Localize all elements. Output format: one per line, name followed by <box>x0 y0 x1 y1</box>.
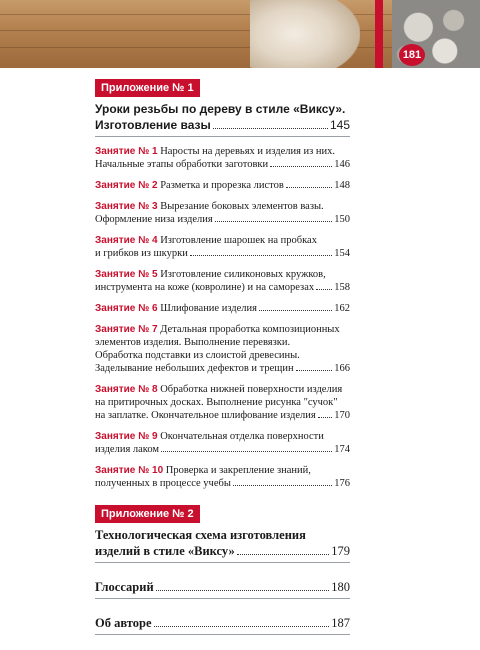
appendix1-page: 145 <box>329 118 350 132</box>
toc-entry-lesson-5[interactable]: Занятие № 5 Изготовление силиконовых кружков, инструмента на коже (ковролине) и на саморезах 158 <box>95 269 350 293</box>
header-banner <box>0 0 480 68</box>
toc-entry-lesson-2[interactable]: Занятие № 2 Разметка и прорезка листов 148 <box>95 180 350 191</box>
toc-entry-lesson-3[interactable]: Занятие № 3 Вырезание боковых элементов вазы. Оформление низа изделия 150 <box>95 201 350 225</box>
page-number: 181 <box>399 44 425 66</box>
toc-entry-lesson-8[interactable]: Занятие № 8 Обработка нижней поверхности изделия на притирочных досках. Выполнение рисунка "сучок" на заплатке. Окончательное шлифование изделия 170 <box>95 384 350 421</box>
toc-entry-lesson-9[interactable]: Занятие № 9 Окончательная отделка поверхности изделия лаком 174 <box>95 431 350 455</box>
appendix2-tag: Приложение № 2 <box>95 505 200 523</box>
divider <box>95 634 350 635</box>
divider <box>95 562 350 563</box>
shell-decoration <box>250 0 360 68</box>
appendix2-title[interactable]: Технологическая схема изготовления изделий в стиле «Виксу» 179 <box>95 528 350 558</box>
toc-entry-lesson-1[interactable]: Занятие № 1 Наросты на деревьях и изделия из них. Начальные этапы обработки заготовки 146 <box>95 146 350 170</box>
red-bookmark <box>375 0 383 68</box>
divider <box>95 136 350 137</box>
toc-entry-glossary[interactable]: Глоссарий 180 <box>95 580 350 594</box>
table-of-contents <box>95 78 350 635</box>
appendix1-tag: Приложение № 1 <box>95 79 200 97</box>
toc-entry-lesson-7[interactable]: Занятие № 7 Детальная проработка композиционных элементов изделия. Выполнение перевязки. Обработка подставки из слоистой древесины. Заделывание небольших дефектов и трещин 166 <box>95 324 350 374</box>
toc-entry-lesson-10[interactable]: Занятие № 10 Проверка и закрепление знаний, полученных в процессе учебы 176 <box>95 465 350 489</box>
divider <box>95 598 350 599</box>
appendix1-title[interactable]: Уроки резьбы по дереву в стиле «Виксу». Изготовление вазы 145 <box>95 102 350 132</box>
toc-entry-lesson-4[interactable]: Занятие № 4 Изготовление шарошек на пробках и грибков из шкурки 154 <box>95 235 350 259</box>
toc-entry-about-author[interactable]: Об авторе 187 <box>95 616 350 630</box>
toc-entry-lesson-6[interactable]: Занятие № 6 Шлифование изделия 162 <box>95 303 350 314</box>
